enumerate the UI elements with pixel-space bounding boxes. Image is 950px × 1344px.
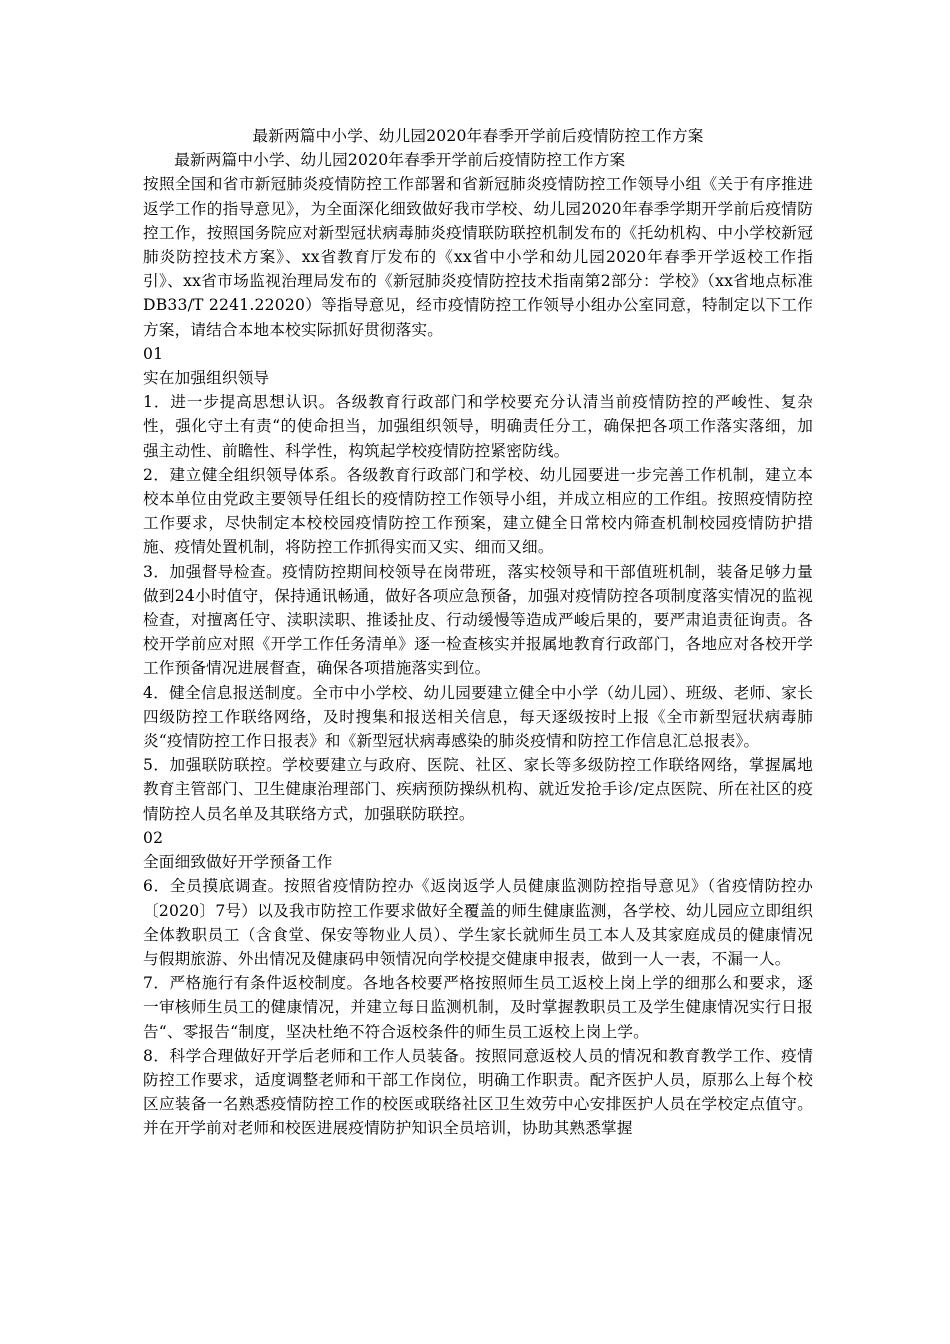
section-number: 02: [143, 828, 164, 847]
document-subtitle: 最新两篇中小学、幼儿园2020年春季开学前后疫情防控工作方案: [174, 151, 626, 170]
section-heading: 实在加强组织领导: [143, 369, 270, 388]
list-item: 8．科学合理做好开学后老师和工作人员装备。按照同意返校人员的情况和教育教学工作、疫情防控工作要求，适度调整老师和干部工作岗位，明确工作职责。配齐医护人员，原那么上每个校区应装备一名熟悉疫情防控工作的校医或联络社区卫生效劳中心安排医护人员在学校定点值守。并在开学前对老师和校医进展疫情防护知识全员培训，协助其熟悉掌握: [143, 1046, 813, 1138]
list-item: 3．加强督导检查。疫情防控期间校领导在岗带班，落实校领导和干部值班机制，装备足够力量做到24小时值守，保持通讯畅通，做好各项应急预备，加强对疫情防控各项制度落实情况的监视检查，对擅离任守、渎职渎职、推诿扯皮、行动缓慢等造成严峻后果的，要严肃追责征询责。各校开学前应对照《开学工作任务清单》逐一检查核实并报属地教育行政部门，各地应对各校开学工作预备情况进展督查，确保各项措施落实到位。: [143, 562, 813, 678]
list-item: 7．严格施行有条件返校制度。各地各校要严格按照师生员工返校上岗上学的细那么和要求，逐一审核师生员工的健康情况，并建立每日监测机制，及时掌握教职员工及学生健康情况实行日报告“、零报告“制度，坚决杜绝不符合返校条件的师生员工返校上岗上学。: [143, 974, 813, 1041]
document-body: [143, 124, 813, 1141]
list-item: 1．进一步提高思想认识。各级教育行政部门和学校要充分认清当前疫情防控的严峻性、复杂性，强化守土有责“的使命担当，加强组织领导，明确责任分工，确保把各项工作落实落细，加强主动性、前瞻性、科学性，构筑起学校疫情防控紧密防线。: [143, 393, 813, 460]
document-title: 最新两篇中小学、幼儿园2020年春季开学前后疫情防控工作方案: [252, 127, 704, 145]
section-heading: 全面细致做好开学预备工作: [143, 853, 333, 872]
section-number: 01: [143, 344, 164, 363]
list-item: 2．建立健全组织领导体系。各级教育行政部门和学校、幼儿园要进一步完善工作机制，建立本校本单位由党政主要领导任组长的疫情防控工作领导小组，并成立相应的工作组。按照疫情防控工作要求，尽快制定本校校园疫情防控工作预案，建立健全日常校内筛查机制校园疫情防护措施、疫情处置机制，将防控工作抓得实而又实、细而又细。: [143, 465, 813, 557]
intro-paragraph: 按照全国和省市新冠肺炎疫情防控工作部署和省新冠肺炎疫情防控工作领导小组《关于有序推进返学工作的指导意见》，为全面深化细致做好我市学校、幼儿园2020年春季学期开学前后疫情防控工作，按照国务院应对新型冠状病毒肺炎疫情联防联控机制发布的《托幼机构、中小学校新冠肺炎防控技术方案》、xx省教育厅发布的《xx省中小学和幼儿园2020年春季开学返校工作指引》、xx省市场监视治理局发布的《新冠肺炎疫情防控技术指南第2部分：学校》（xx省地点标准DB33/T 2241.22020）等指导意见，经市疫情防控工作领导小组办公室同意，特制定以下工作方案，请结合本地本校实际抓好贯彻落实。: [143, 175, 813, 339]
list-item: 6．全员摸底调查。按照省疫情防控办《返岗返学人员健康监测防控指导意见》（省疫情防控办〔2020〕7号）以及我市防控工作要求做好全覆盖的师生健康监测，各学校、幼儿园应立即组织全体教职员工（含食堂、保安等物业人员）、学生家长就师生员工本人及其家庭成员的健康情况与假期旅游、外出情况及健康码申领情况向学校提交健康申报表，做到一人一表，不漏一人。: [143, 877, 813, 968]
list-item: 5．加强联防联控。学校要建立与政府、医院、社区、家长等多级防控工作联络网络，掌握属地教育主管部门、卫生健康治理部门、疾病预防操纵机构、就近发抢手诊/定点医院、所在社区的疫情防控人员名单及其联络方式，加强联防联控。: [143, 756, 813, 823]
list-item: 4．健全信息报送制度。全市中小学校、幼儿园要建立健全中小学（幼儿园）、班级、老师、家长四级防控工作联络网络，及时搜集和报送相关信息，每天逐级按时上报《全市新型冠状病毒肺炎“疫情防控工作日报表》和《新型冠状病毒感染的肺炎疫情和防控工作信息汇总报表》。: [143, 683, 813, 751]
